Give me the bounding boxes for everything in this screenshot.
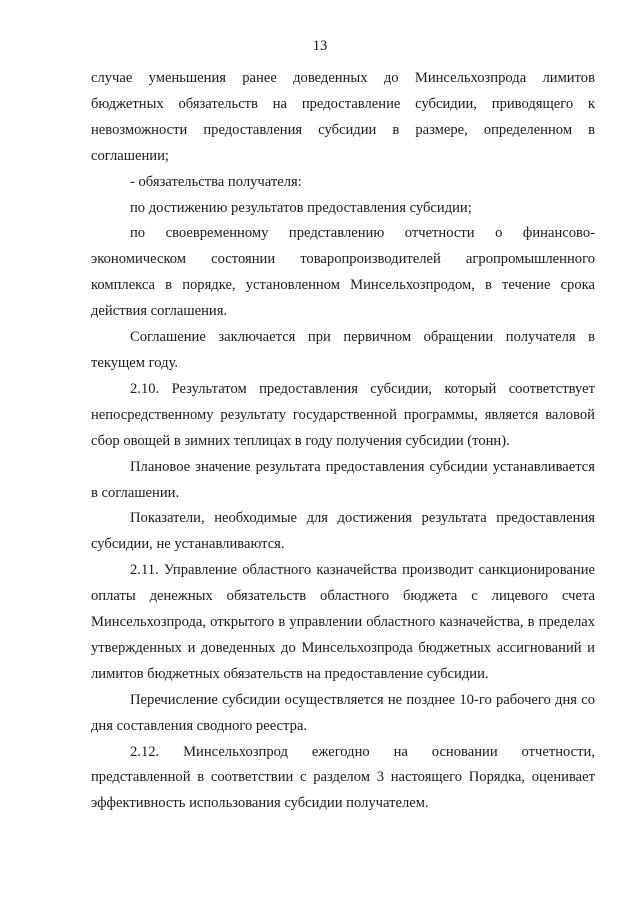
- paragraph-4: по своевременному представлению отчетности о финансово-экономическом состоянии товаропроизводителей агропромышленного комплекса в порядке, установленном Минсельхозпродом, в течение срока действия соглашения.: [91, 225, 595, 320]
- paragraph-3: по достижению результатов предоставления субсидии;: [130, 199, 472, 216]
- paragraph-5: Соглашение заключается при первичном обращении получателя в текущем году.: [91, 329, 595, 371]
- paragraph-9: 2.11. Управление областного казначейства производит санкционирование оплаты денежных обязательств областного бюджета с лицевого счета Минсельхозпрода, открытого в управлении областного казначейства, в пределах утвержденных и доведенных до Минсельхозпрода бюджетных ассигнований и лимитов бюджетных обязательств на предоставление субсидии.: [91, 562, 595, 682]
- paragraph-2: - обязательства получателя:: [130, 173, 302, 190]
- paragraph-11: 2.12. Минсельхозпрод ежегодно на основании отчетности, представленной в соответствии с разделом 3 настоящего Порядка, оценивает эффективность использования субсидии получателем.: [91, 743, 595, 812]
- document-body: [91, 66, 595, 817]
- paragraph-6: 2.10. Результатом предоставления субсидии, который соответствует непосредственному результату государственной программы, является валовой сбор овощей в зимних теплицах в году получения субсидии (тонн).: [91, 380, 595, 449]
- paragraph-7: Плановое значение результата предоставления субсидии устанавливается в соглашении.: [91, 458, 595, 501]
- page-number: 13: [312, 38, 328, 54]
- paragraph-1: случае уменьшения ранее доведенных до Минсельхозпрода лимитов бюджетных обязательств на предоставление субсидии, приводящего к невозможности предоставления субсидии в размере, определенном в соглашении;: [91, 70, 595, 164]
- paragraph-10: Перечисление субсидии осуществляется не позднее 10-го рабочего дня со дня составления сводного реестра.: [91, 691, 595, 734]
- paragraph-8: Показатели, необходимые для достижения результата предоставления субсидии, не устанавливаются.: [91, 510, 595, 553]
